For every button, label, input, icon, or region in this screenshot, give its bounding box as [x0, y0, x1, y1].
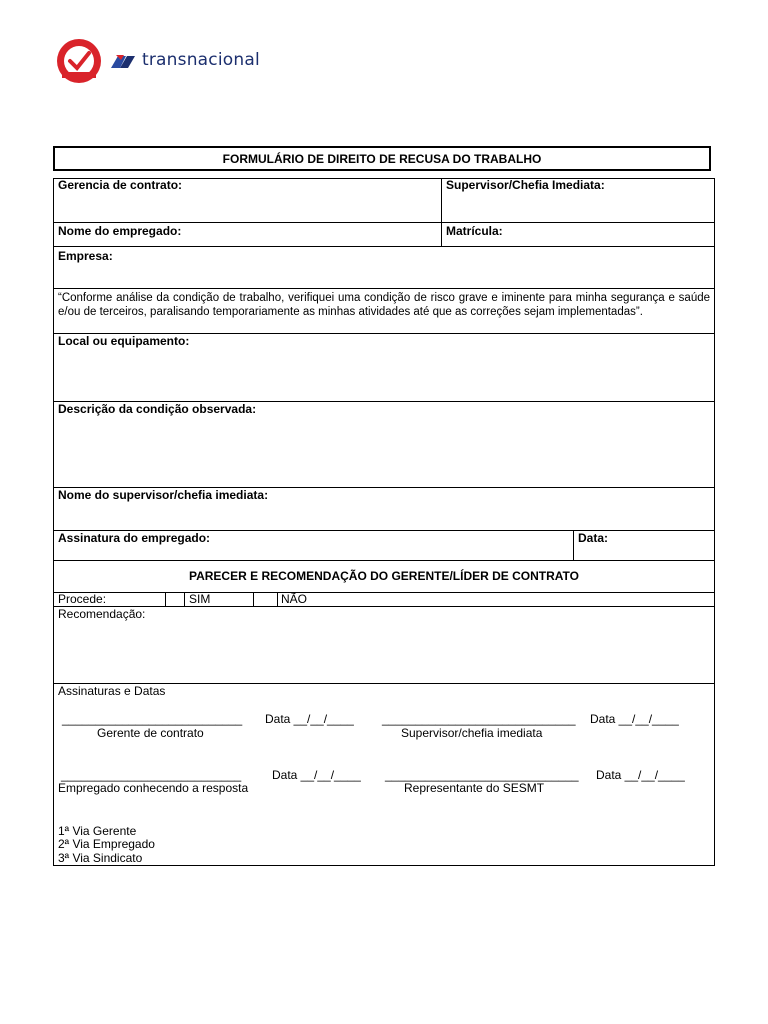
section-title: PARECER E RECOMENDAÇÃO DO GERENTE/LÍDER DE CONTRATO [188, 569, 580, 583]
nome-supervisor-label: Nome do supervisor/chefia imediata: [58, 488, 269, 502]
column-divider [165, 592, 166, 606]
supervisor-signature-line: _____________________________ [382, 712, 576, 726]
form-title [53, 146, 711, 171]
form-frame [53, 178, 715, 866]
nao-option: NÃO [281, 592, 308, 606]
column-divider [277, 592, 278, 606]
row-divider [53, 246, 715, 247]
supervisor-caption: Supervisor/chefia imediata [401, 726, 543, 740]
matricula-label: Matrícula: [446, 224, 503, 238]
declaration-text: “Conforme análise da condição de trabalho, verifiquei uma condição de risco grave e iminente para minha segurança e saúde e/ou de terceiros, paralisando temporariamente as minhas atividades até que as correções sejam implementadas”. [58, 292, 710, 318]
gerente-date-field: Data __/__/____ [265, 712, 354, 726]
column-divider [253, 592, 254, 606]
via-item: 3ª Via Sindicato [58, 851, 143, 865]
empregado-caption: Empregado conhecendo a resposta [58, 781, 249, 795]
supervisor-chefia-label: Supervisor/Chefia Imediata: [446, 178, 605, 192]
data-label: Data: [578, 531, 609, 545]
row-divider [53, 560, 715, 561]
gerencia-label: Gerencia de contrato: [58, 178, 183, 192]
form-title-text: FORMULÁRIO DE DIREITO DE RECUSA DO TRABALHO [222, 151, 542, 166]
sim-option: SIM [189, 592, 211, 606]
local-label: Local ou equipamento: [58, 334, 190, 348]
column-divider [441, 178, 442, 246]
sesmt-signature-line: _____________________________ [385, 768, 579, 782]
row-divider [53, 592, 715, 593]
column-divider [573, 530, 574, 560]
gerente-caption: Gerente de contrato [97, 726, 204, 740]
via-item: 2ª Via Empregado [58, 837, 155, 851]
row-divider [53, 606, 715, 607]
row-divider [53, 288, 715, 289]
sesmt-date-field: Data __/__/____ [596, 768, 685, 782]
column-divider [184, 592, 185, 606]
empresa-label: Empresa: [58, 249, 113, 263]
procede-label: Procede: [58, 592, 107, 606]
brand-name: transnacional [142, 50, 260, 70]
assinaturas-title: Assinaturas e Datas [58, 684, 166, 698]
gerente-signature-line: ___________________________ [62, 712, 243, 726]
sesmt-caption: Representante do SESMT [404, 781, 545, 795]
descricao-label: Descrição da condição observada: [58, 402, 257, 416]
nome-empregado-label: Nome do empregado: [58, 224, 182, 238]
empregado-signature-line: ___________________________ [61, 768, 242, 782]
supervisor-date-field: Data __/__/____ [590, 712, 679, 726]
recomendacao-label: Recomendação: [58, 607, 146, 621]
empregado-date-field: Data __/__/____ [272, 768, 361, 782]
via-item: 1ª Via Gerente [58, 824, 137, 838]
assinatura-empregado-label: Assinatura do empregado: [58, 531, 211, 545]
row-divider [53, 222, 715, 223]
